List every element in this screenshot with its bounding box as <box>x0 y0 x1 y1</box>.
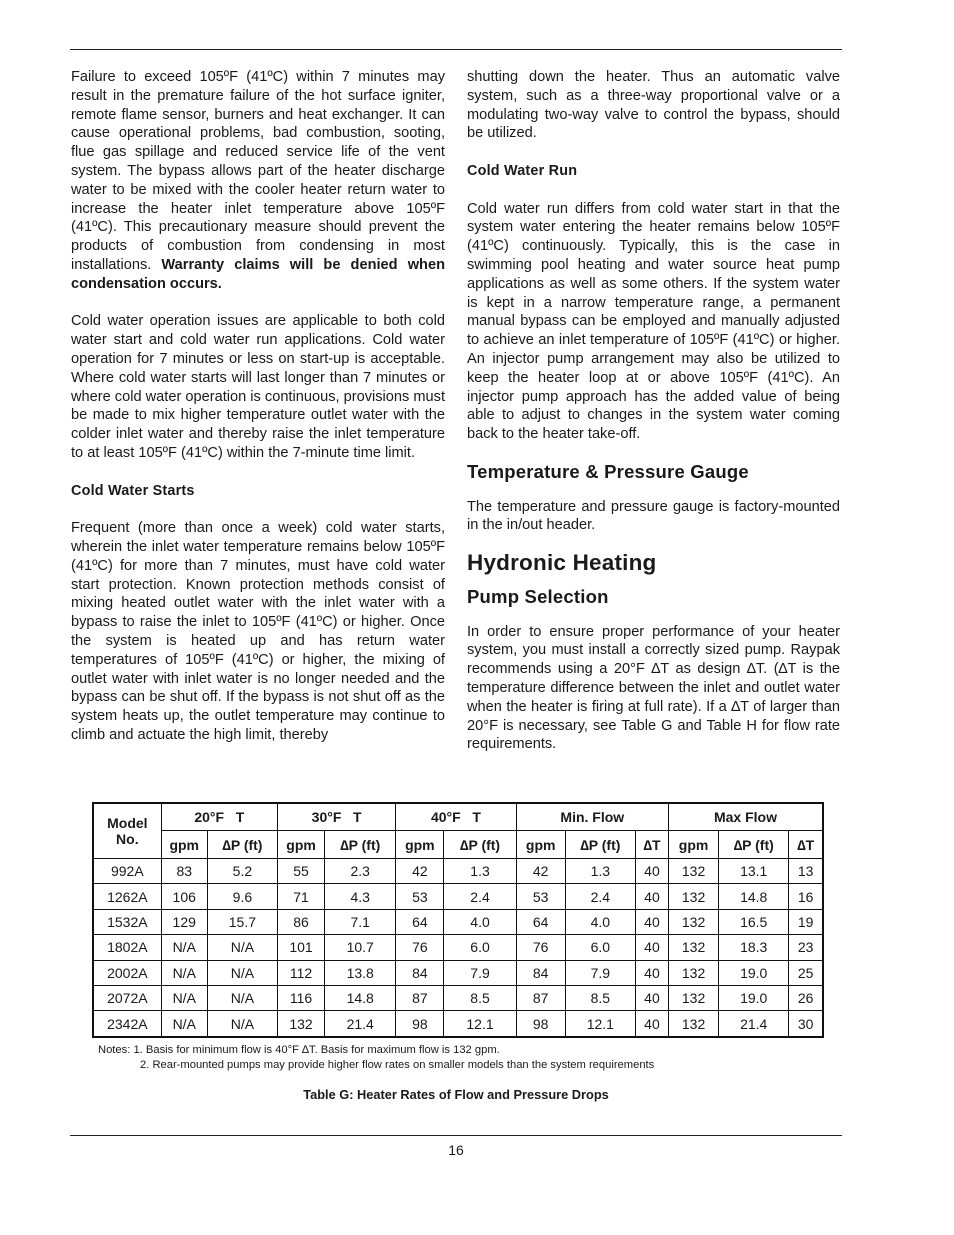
page-number: 16 <box>448 1142 464 1158</box>
table-cell: 40 <box>635 859 668 884</box>
sub-header: ∆P (ft) <box>565 831 635 859</box>
sub-header: gpm <box>277 831 324 859</box>
table-cell: 76 <box>396 935 444 960</box>
sub-header: ∆T <box>635 831 668 859</box>
model-cell: 1802A <box>93 935 161 960</box>
table-cell: 16 <box>789 884 823 909</box>
sub-header: gpm <box>516 831 565 859</box>
paragraph <box>71 68 445 294</box>
paragraph: In order to ensure proper performance of your heater system, you must install a correctly sized pump. Raypak recommends using a 20°F ∆T as design ∆T. (∆T is the temperature difference between the inlet and outlet water when the heater is firing at full rate). If a ∆T of larger than 20°F is necessary, see Table G and Table H for flow rate requirements. <box>467 623 840 753</box>
table-cell: 19.0 <box>719 985 789 1010</box>
table-cell: N/A <box>207 935 277 960</box>
table-cell: 87 <box>516 985 565 1010</box>
sub-header: ∆P (ft) <box>325 831 396 859</box>
paragraph: Cold water operation issues are applicable to both cold water start and cold water run applications. Cold water operation for 7 minutes or less on start-up is acceptable. Where cold water starts will last longer than 7 minutes or where cold water operation is continuous, provisions must be made to mix higher temperature outlet water with the colder inlet water and thereby raise the inlet temperature to at least 105ºF (41ºC) within the 7-minute time limit. <box>71 313 445 461</box>
sub-header: ∆T <box>789 831 823 859</box>
table-body <box>93 859 823 1037</box>
model-cell: 2002A <box>93 960 161 985</box>
table-row <box>93 960 823 985</box>
table-cell: 106 <box>161 884 207 909</box>
table-cell: 40 <box>635 960 668 985</box>
section-heading-gauge: Temperature & Pressure Gauge <box>467 460 749 482</box>
table-cell: 40 <box>635 909 668 934</box>
table-cell: 4.0 <box>444 909 516 934</box>
table-cell: 13 <box>789 859 823 884</box>
table-cell: 1.3 <box>565 859 635 884</box>
table-cell: 129 <box>161 909 207 934</box>
paragraph-text: Failure to exceed 105ºF (41ºC) within 7 minutes may result in the premature failure of the hot surface igniter, remote flame sensor, burners and heat exchanger. It can cause operational problems, bad combustion, sooting, flue gas spillage and reduced service life of the vent system. The bypass allows part of the heater discharge water to be mixed with the cooler heater return water to increase the heater inlet temperature above 105ºF (41ºC). This precautionary measure should prevent the products of combustion from condensing in most installations. <box>71 69 445 273</box>
table-cell: 12.1 <box>444 1011 516 1037</box>
table-cell: 4.3 <box>325 884 396 909</box>
table-cell: 7.9 <box>444 960 516 985</box>
table-cell: 42 <box>516 859 565 884</box>
note-line: 2. Rear-mounted pumps may provide higher flow rates on smaller models than the system requirements <box>140 1059 655 1071</box>
warranty-warning: Warranty claims will be denied when condensation occurs. <box>71 256 445 292</box>
table-cell: 40 <box>635 1011 668 1037</box>
sub-header: ∆P (ft) <box>719 831 789 859</box>
table-cell: 21.4 <box>325 1011 396 1037</box>
group-header: Min. Flow <box>516 803 668 831</box>
table-cell: N/A <box>161 960 207 985</box>
table-cell: 83 <box>161 859 207 884</box>
table-cell: N/A <box>207 985 277 1010</box>
table-cell: 4.0 <box>565 909 635 934</box>
table-cell: 132 <box>669 909 719 934</box>
group-header: 20°F T <box>161 803 277 831</box>
table-cell: 112 <box>277 960 324 985</box>
table-cell: 7.9 <box>565 960 635 985</box>
model-cell: 2072A <box>93 985 161 1010</box>
left-column <box>71 68 445 745</box>
table-cell: 132 <box>669 1011 719 1037</box>
group-header: 40°F T <box>396 803 516 831</box>
flow-rate-table <box>92 802 824 1038</box>
table-cell: N/A <box>207 1011 277 1037</box>
table-cell: N/A <box>161 985 207 1010</box>
table-cell: 132 <box>669 935 719 960</box>
model-cell: 2342A <box>93 1011 161 1037</box>
table-cell: 53 <box>516 884 565 909</box>
table-row <box>93 859 823 884</box>
table-cell: 76 <box>516 935 565 960</box>
table-cell: 84 <box>516 960 565 985</box>
table-row <box>93 1011 823 1037</box>
sub-header: gpm <box>161 831 207 859</box>
table-cell: 132 <box>669 960 719 985</box>
table-row <box>93 909 823 934</box>
table-cell: 64 <box>516 909 565 934</box>
table-cell: 23 <box>789 935 823 960</box>
model-cell: 1532A <box>93 909 161 934</box>
table-cell: 12.1 <box>565 1011 635 1037</box>
table-cell: 9.6 <box>207 884 277 909</box>
table-cell: 19.0 <box>719 960 789 985</box>
table-caption: Table G: Heater Rates of Flow and Pressure Drops <box>303 1087 609 1102</box>
table-cell: 42 <box>396 859 444 884</box>
table-cell: 26 <box>789 985 823 1010</box>
table-cell: 101 <box>277 935 324 960</box>
group-header: 30°F T <box>277 803 395 831</box>
sub-header: gpm <box>396 831 444 859</box>
table-cell: 71 <box>277 884 324 909</box>
table-notes <box>98 1043 654 1073</box>
paragraph: Frequent (more than once a week) cold water starts, wherein the inlet water temperature remains below 105ºF (41ºC) for more than 7 minutes, must have cold water start protection. Known protection methods consist of mixing heated outlet water with the inlet water with a bypass to raise the inlet to 105ºF (41ºC) or higher. Once the system is heated up and has return water temperatures of 105ºF (41ºC) or higher, the mixing of outlet water with inlet water is no longer needed and the bypass can be shut off. If the bypass is not shut off as the system heats up, the outlet temperature may continue to climb and actuate the high limit, thereby <box>71 520 445 743</box>
table-cell: 14.8 <box>325 985 396 1010</box>
paragraph: shutting down the heater. Thus an automatic valve system, such as a three-way proportional valve or a modulating two-way valve to control the bypass, should be utilized. <box>467 69 840 142</box>
table-cell: 132 <box>277 1011 324 1037</box>
table-cell: 6.0 <box>444 935 516 960</box>
note-line: Notes: 1. Basis for minimum flow is 40°F ∆T. Basis for maximum flow is 132 gpm. <box>98 1044 500 1056</box>
table-cell: 55 <box>277 859 324 884</box>
top-rule <box>70 49 842 50</box>
table-cell: 132 <box>669 859 719 884</box>
table-row <box>93 935 823 960</box>
section-heading-cold-water-run: Cold Water Run <box>467 162 578 179</box>
section-title-hydronic-heating: Hydronic Heating <box>467 549 657 575</box>
table-cell: 98 <box>396 1011 444 1037</box>
table-cell: 21.4 <box>719 1011 789 1037</box>
table-cell: 6.0 <box>565 935 635 960</box>
table-cell: N/A <box>161 1011 207 1037</box>
table-cell: 40 <box>635 884 668 909</box>
table-cell: 40 <box>635 985 668 1010</box>
table-cell: N/A <box>207 960 277 985</box>
table-cell: 8.5 <box>565 985 635 1010</box>
table-cell: 86 <box>277 909 324 934</box>
table-cell: 30 <box>789 1011 823 1037</box>
table-cell: 19 <box>789 909 823 934</box>
table-cell: 40 <box>635 935 668 960</box>
table-cell: 64 <box>396 909 444 934</box>
table-cell: 1.3 <box>444 859 516 884</box>
table-cell: 16.5 <box>719 909 789 934</box>
table-cell: 84 <box>396 960 444 985</box>
table-cell: 13.8 <box>325 960 396 985</box>
table-cell: 10.7 <box>325 935 396 960</box>
table-cell: 2.3 <box>325 859 396 884</box>
table-cell: N/A <box>161 935 207 960</box>
table-cell: 25 <box>789 960 823 985</box>
sub-header: ∆P (ft) <box>444 831 516 859</box>
table-cell: 132 <box>669 884 719 909</box>
table-cell: 2.4 <box>444 884 516 909</box>
table-cell: 7.1 <box>325 909 396 934</box>
table-cell: 116 <box>277 985 324 1010</box>
table-cell: 14.8 <box>719 884 789 909</box>
table-cell: 5.2 <box>207 859 277 884</box>
table-cell: 15.7 <box>207 909 277 934</box>
table-cell: 18.3 <box>719 935 789 960</box>
sub-header: gpm <box>669 831 719 859</box>
table-cell: 2.4 <box>565 884 635 909</box>
table-cell: 8.5 <box>444 985 516 1010</box>
group-header: Max Flow <box>669 803 824 831</box>
paragraph: The temperature and pressure gauge is factory-mounted in the in/out header. <box>467 498 840 534</box>
table-cell: 132 <box>669 985 719 1010</box>
section-heading-pump-selection: Pump Selection <box>467 585 609 607</box>
model-header: Model No. <box>93 803 161 859</box>
section-heading-cold-water-starts: Cold Water Starts <box>71 482 195 499</box>
bottom-rule <box>70 1135 842 1136</box>
right-column <box>467 68 840 754</box>
table-cell: 13.1 <box>719 859 789 884</box>
model-cell: 1262A <box>93 884 161 909</box>
table-row <box>93 985 823 1010</box>
table-row <box>93 884 823 909</box>
table-cell: 87 <box>396 985 444 1010</box>
table-cell: 98 <box>516 1011 565 1037</box>
model-cell: 992A <box>93 859 161 884</box>
table-cell: 53 <box>396 884 444 909</box>
sub-header: ∆P (ft) <box>207 831 277 859</box>
paragraph: Cold water run differs from cold water start in that the system water entering the heater remains below 105ºF (41ºC) continuously. Typically, this is the case in swimming pool heating and water source heat pump applications as well as some others. If the system water is kept in a narrow temperature range, a permanent manual bypass can be employed and manually adjusted to achieve an inlet temperature of 105ºF (41ºC) or higher. An injector pump arrangement may also be utilized to keep the heater loop at or above 105ºF (41ºC). An injector pump approach has the added value of being able to adjust to changes in the system water coming back to the heater take-off. <box>467 200 840 443</box>
